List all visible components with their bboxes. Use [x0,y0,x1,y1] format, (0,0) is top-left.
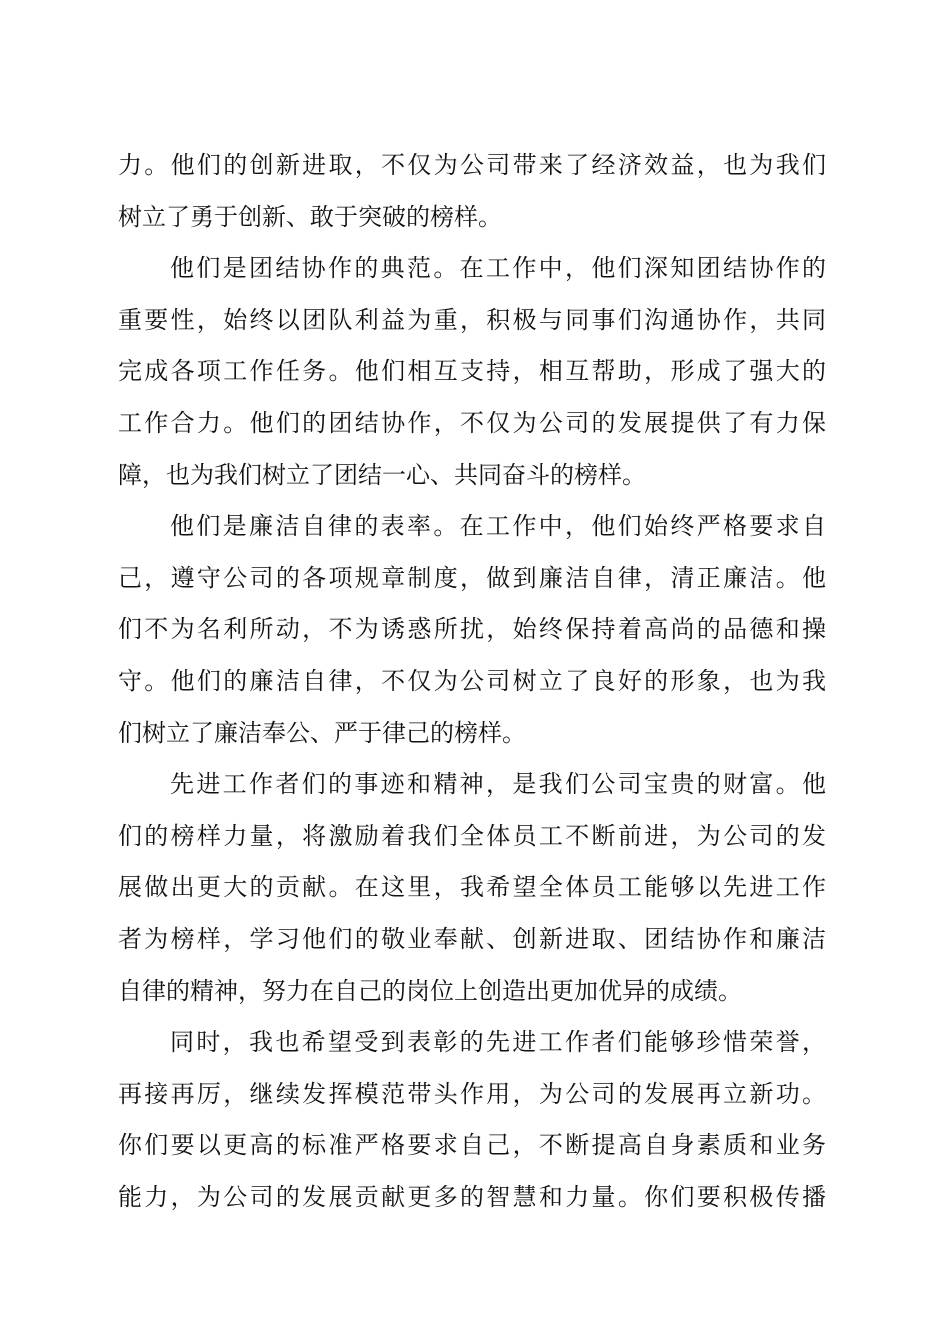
text-line: 者为榜样，学习他们的敬业奉献、创新进取、团结协作和廉洁 [118,924,826,953]
text-line: 他们是团结协作的典范。在工作中，他们深知团结协作的 [170,254,826,283]
text-line: 完成各项工作任务。他们相互支持，相互帮助，形成了强大的 [118,357,826,386]
text-line: 他们是廉洁自律的表率。在工作中，他们始终严格要求自 [170,512,826,541]
text-line: 们不为名利所动，不为诱惑所扰，始终保持着高尚的品德和操 [118,615,826,644]
text-line: 同时，我也希望受到表彰的先进工作者们能够珍惜荣誉， [170,1028,826,1057]
text-line: 能力，为公司的发展贡献更多的智慧和力量。你们要积极传播 [118,1182,826,1211]
text-line: 障，也为我们树立了团结一心、共同奋斗的榜样。 [118,460,646,489]
paragraph [118,759,826,1017]
paragraph [118,243,826,501]
text-line: 己，遵守公司的各项规章制度，做到廉洁自律，清正廉洁。他 [118,563,826,592]
text-line: 你们要以更高的标准严格要求自己，不断提高自身素质和业务 [118,1131,826,1160]
text-line: 展做出更大的贡献。在这里，我希望全体员工能够以先进工作 [118,873,826,902]
text-line: 工作合力。他们的团结协作，不仅为公司的发展提供了有力保 [118,408,826,437]
text-line: 力。他们的创新进取，不仅为公司带来了经济效益，也为我们 [118,151,826,179]
text-line: 自律的精神，努力在自己的岗位上创造出更加优异的成绩。 [118,976,742,1005]
document-body [118,140,826,1223]
paragraph [118,140,826,243]
text-line: 重要性，始终以团队利益为重，积极与同事们沟通协作，共同 [118,305,826,334]
paragraph [118,501,826,759]
text-line: 再接再厉，继续发挥模范带头作用，为公司的发展再立新功。 [118,1079,826,1108]
text-line: 先进工作者们的事迹和精神，是我们公司宝贵的财富。他 [170,770,826,799]
text-line: 们树立了廉洁奉公、严于律己的榜样。 [118,718,526,747]
text-line: 守。他们的廉洁自律，不仅为公司树立了良好的形象，也为我 [118,666,826,695]
paragraph [118,1017,826,1223]
text-line: 树立了勇于创新、敢于突破的榜样。 [118,202,502,231]
text-line: 们的榜样力量，将激励着我们全体员工不断前进，为公司的发 [118,821,826,850]
